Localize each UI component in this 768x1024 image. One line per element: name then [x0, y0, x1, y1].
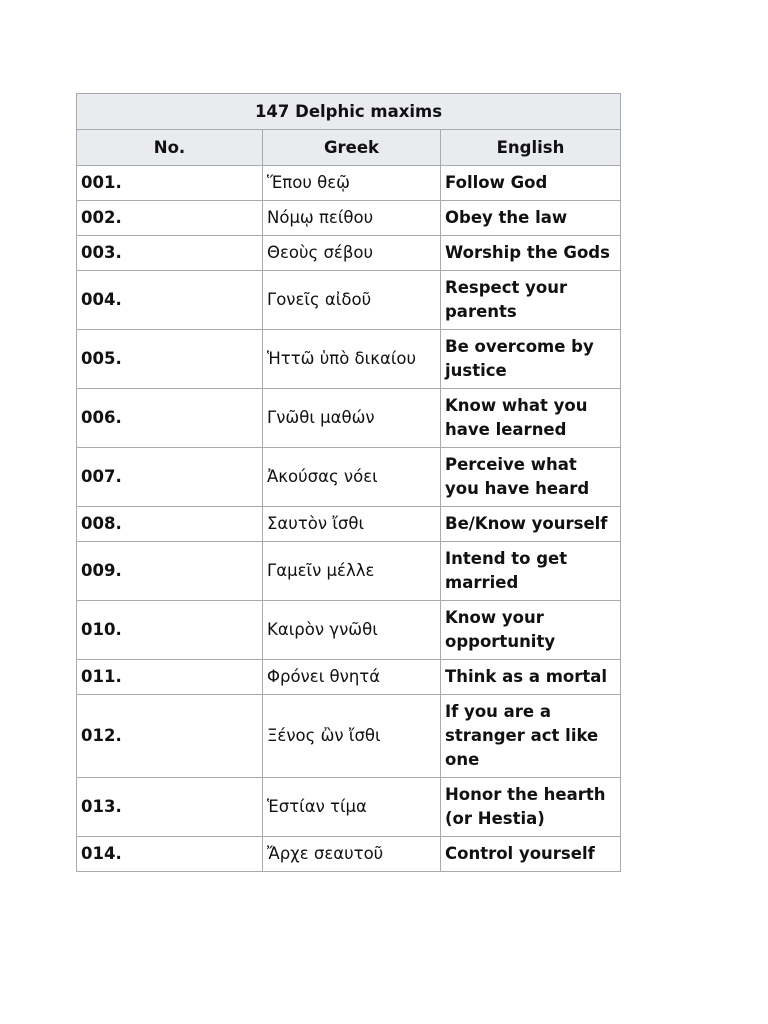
- maxim-greek: Ξένος ὢν ἴσθι: [263, 695, 441, 778]
- maxim-number: 012.: [77, 695, 263, 778]
- maxim-english: Be/Know yourself: [441, 507, 621, 542]
- maxim-greek: Ἕπου θεῷ: [263, 166, 441, 201]
- table-row: [77, 330, 621, 389]
- maxim-english: Control yourself: [441, 837, 621, 872]
- maxim-greek: Σαυτὸν ἴσθι: [263, 507, 441, 542]
- maxim-greek: Ἡττῶ ὑπὸ δικαίου: [263, 330, 441, 389]
- maxim-greek: Ἄρχε σεαυτοῦ: [263, 837, 441, 872]
- maxim-english: If you are a stranger act like one: [441, 695, 621, 778]
- maxim-number: 013.: [77, 778, 263, 837]
- maxim-english: Intend to get married: [441, 542, 621, 601]
- maxim-english: Honor the hearth (or Hestia): [441, 778, 621, 837]
- maxim-number: 011.: [77, 660, 263, 695]
- column-header-english: English: [441, 130, 621, 166]
- maxim-greek: Ἀκούσας νόει: [263, 448, 441, 507]
- maxim-number: 009.: [77, 542, 263, 601]
- maxim-greek: Νόμῳ πείθου: [263, 201, 441, 236]
- maxim-number: 014.: [77, 837, 263, 872]
- maxim-number: 002.: [77, 201, 263, 236]
- maxim-english: Perceive what you have heard: [441, 448, 621, 507]
- maxim-number: 006.: [77, 389, 263, 448]
- maxims-table: [76, 93, 621, 872]
- maxim-greek: Φρόνει θνητά: [263, 660, 441, 695]
- maxim-greek: Γονεῖς αἰδοῦ: [263, 271, 441, 330]
- table-row: [77, 837, 621, 872]
- maxim-number: 005.: [77, 330, 263, 389]
- maxim-english: Obey the law: [441, 201, 621, 236]
- table-row: [77, 448, 621, 507]
- table-row: [77, 695, 621, 778]
- table-row: [77, 660, 621, 695]
- maxim-greek: Γνῶθι μαθών: [263, 389, 441, 448]
- maxim-number: 010.: [77, 601, 263, 660]
- header-row: [77, 130, 621, 166]
- table-row: [77, 389, 621, 448]
- maxim-number: 007.: [77, 448, 263, 507]
- table-row: [77, 236, 621, 271]
- maxim-number: 008.: [77, 507, 263, 542]
- table-row: [77, 201, 621, 236]
- maxim-greek: Θεοὺς σέβου: [263, 236, 441, 271]
- maxim-english: Respect your parents: [441, 271, 621, 330]
- maxim-number: 003.: [77, 236, 263, 271]
- caption-row: [77, 94, 621, 130]
- table-row: [77, 507, 621, 542]
- table-body: [77, 166, 621, 872]
- table-row: [77, 778, 621, 837]
- maxim-number: 001.: [77, 166, 263, 201]
- table-row: [77, 601, 621, 660]
- maxim-english: Know what you have learned: [441, 389, 621, 448]
- maxim-english: Worship the Gods: [441, 236, 621, 271]
- maxim-greek: Καιρὸν γνῶθι: [263, 601, 441, 660]
- maxim-english: Be overcome by justice: [441, 330, 621, 389]
- maxim-greek: Ἑστίαν τίμα: [263, 778, 441, 837]
- column-header-no: No.: [77, 130, 263, 166]
- maxim-english: Think as a mortal: [441, 660, 621, 695]
- table-row: [77, 271, 621, 330]
- table-caption: 147 Delphic maxims: [77, 94, 621, 130]
- table-row: [77, 166, 621, 201]
- maxim-english: Know your opportunity: [441, 601, 621, 660]
- maxim-number: 004.: [77, 271, 263, 330]
- maxim-english: Follow God: [441, 166, 621, 201]
- column-header-greek: Greek: [263, 130, 441, 166]
- table-row: [77, 542, 621, 601]
- maxim-greek: Γαμεῖν μέλλε: [263, 542, 441, 601]
